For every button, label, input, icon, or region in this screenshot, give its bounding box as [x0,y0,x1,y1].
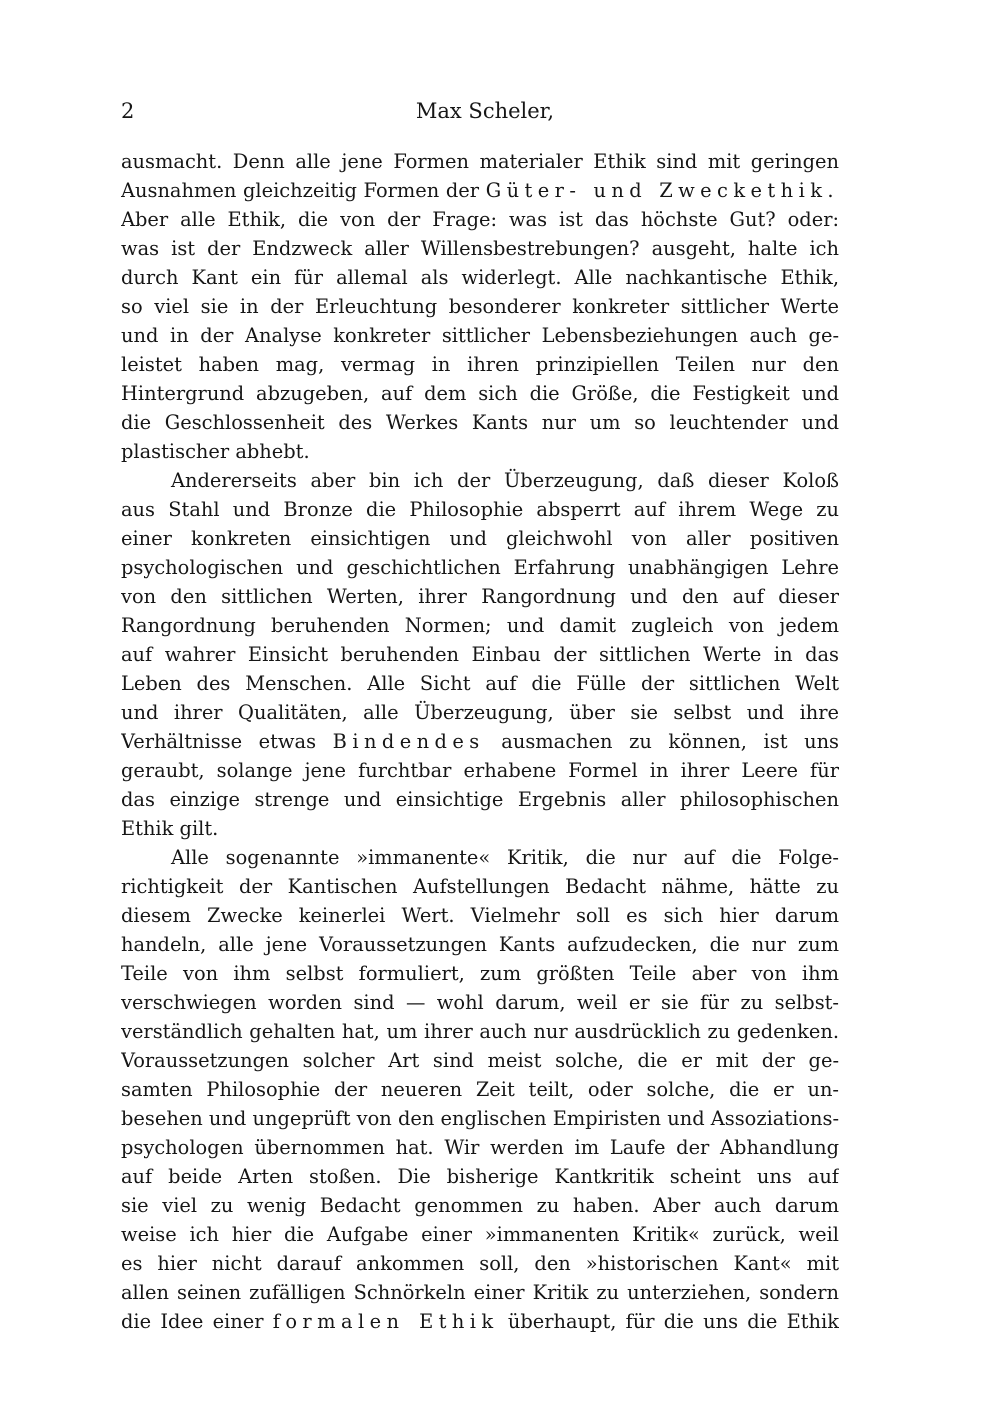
text-line: durch Kant ein für allemal als widerlegt. Alle nachkantische Ethik, [121,266,839,289]
text-line: allen seinen zufälligen Schnörkeln einer Kritik zu unterziehen, sondern [121,1281,839,1304]
text-line: diesem Zwecke keinerlei Wert. Vielmehr soll es sich hier darum [121,904,839,927]
text-line: Voraussetzungen solcher Art sind meist solche, die er mit der ge- [121,1049,839,1072]
page-header [121,96,841,126]
text-line: weise ich hier die Aufgabe einer »immanenten Kritik« zurück, weil [121,1223,839,1246]
emphasis-spaced: formalen Ethik [272,1310,499,1333]
text-line: sie viel zu wenig Bedacht genommen zu haben. Aber auch darum [121,1194,839,1217]
text-line: Andererseits aber bin ich der Überzeugung, daß dieser Koloß [171,469,839,492]
text-line: von den sittlichen Werten, ihrer Rangordnung und den auf dieser [121,585,839,608]
text-line: geraubt, solange jene furchtbar erhabene Formel in ihrer Leere für [121,759,839,782]
page-number: 2 [121,99,135,123]
emphasis-spaced: Güter- und Zweckethik. [485,179,839,202]
text-line: Teile von ihm selbst formuliert, zum größten Teile aber von ihm [121,962,839,985]
text-line: Rangordnung beruhenden Normen; und damit zugleich von jedem [121,614,839,637]
running-head: Max Scheler, [415,99,555,123]
text-line: Aber alle Ethik, die von der Frage: was ist das höchste Gut? oder: [121,208,839,231]
text-line: so viel sie in der Erleuchtung besonderer konkreter sittlicher Werte [121,295,839,318]
text-line: Leben des Menschen. Alle Sicht auf die Fülle der sittlichen Welt [121,672,839,695]
text-line: Ethik gilt. [121,817,219,840]
text-line: besehen und ungeprüft von den englischen Empiristen und Assoziations- [121,1107,839,1130]
text-line: die Geschlossenheit des Werkes Kants nur um so leuchtender und [121,411,839,434]
text-line: was ist der Endzweck aller Willensbestrebungen? ausgeht, halte ich [121,237,839,260]
text-line: ausmacht. Denn alle jene Formen materialer Ethik sind mit geringen [121,150,839,173]
text-line: und ihrer Qualitäten, alle Überzeugung, über sie selbst und ihre [121,701,839,724]
text-line: psychologischen und geschichtlichen Erfahrung unabhängigen Lehre [121,556,839,579]
text-line: aus Stahl und Bronze die Philosophie absperrt auf ihrem Wege zu [121,498,839,521]
body-text [121,147,839,1336]
text-line: Verhältnisse etwas Bindendes ausmachen zu können, ist uns [121,730,839,753]
text-line: Hintergrund abzugeben, auf dem sich die Größe, die Festigkeit und [121,382,839,405]
text-line: handeln, alle jene Voraussetzungen Kants aufzudecken, die nur zum [121,933,839,956]
text-line: psychologen übernommen hat. Wir werden im Laufe der Abhandlung [121,1136,839,1159]
text-line: leistet haben mag, vermag in ihren prinzipiellen Teilen nur den [121,353,839,376]
text-line: Ausnahmen gleichzeitig Formen der Güter- und Zweckethik. [121,179,839,202]
text-line: verständlich gehalten hat, um ihrer auch nur ausdrücklich zu gedenken. [121,1020,839,1043]
text-line: samten Philosophie der neueren Zeit teilt, oder solche, die er un- [121,1078,839,1101]
emphasis-spaced: Bindendes [332,730,485,753]
text-line: richtigkeit der Kantischen Aufstellungen Bedacht nähme, hätte zu [121,875,839,898]
text-line: Alle sogenannte »immanente« Kritik, die nur auf die Folge- [171,846,839,869]
text-line: die Idee einer formalen Ethik überhaupt, für die uns die Ethik [121,1310,839,1333]
text-line: verschwiegen worden sind — wohl darum, weil er sie für zu selbst- [121,991,839,1014]
text-line: das einzige strenge und einsichtige Ergebnis aller philosophischen [121,788,839,811]
text-line: einer konkreten einsichtigen und gleichwohl von aller positiven [121,527,839,550]
text-line: und in der Analyse konkreter sittlicher Lebensbeziehungen auch ge- [121,324,839,347]
text-line: auf beide Arten stoßen. Die bisherige Kantkritik scheint uns auf [121,1165,839,1188]
text-line: plastischer abhebt. [121,440,310,463]
text-line: es hier nicht darauf ankommen soll, den »historischen Kant« mit [121,1252,839,1275]
text-line: auf wahrer Einsicht beruhenden Einbau der sittlichen Werte in das [121,643,839,666]
